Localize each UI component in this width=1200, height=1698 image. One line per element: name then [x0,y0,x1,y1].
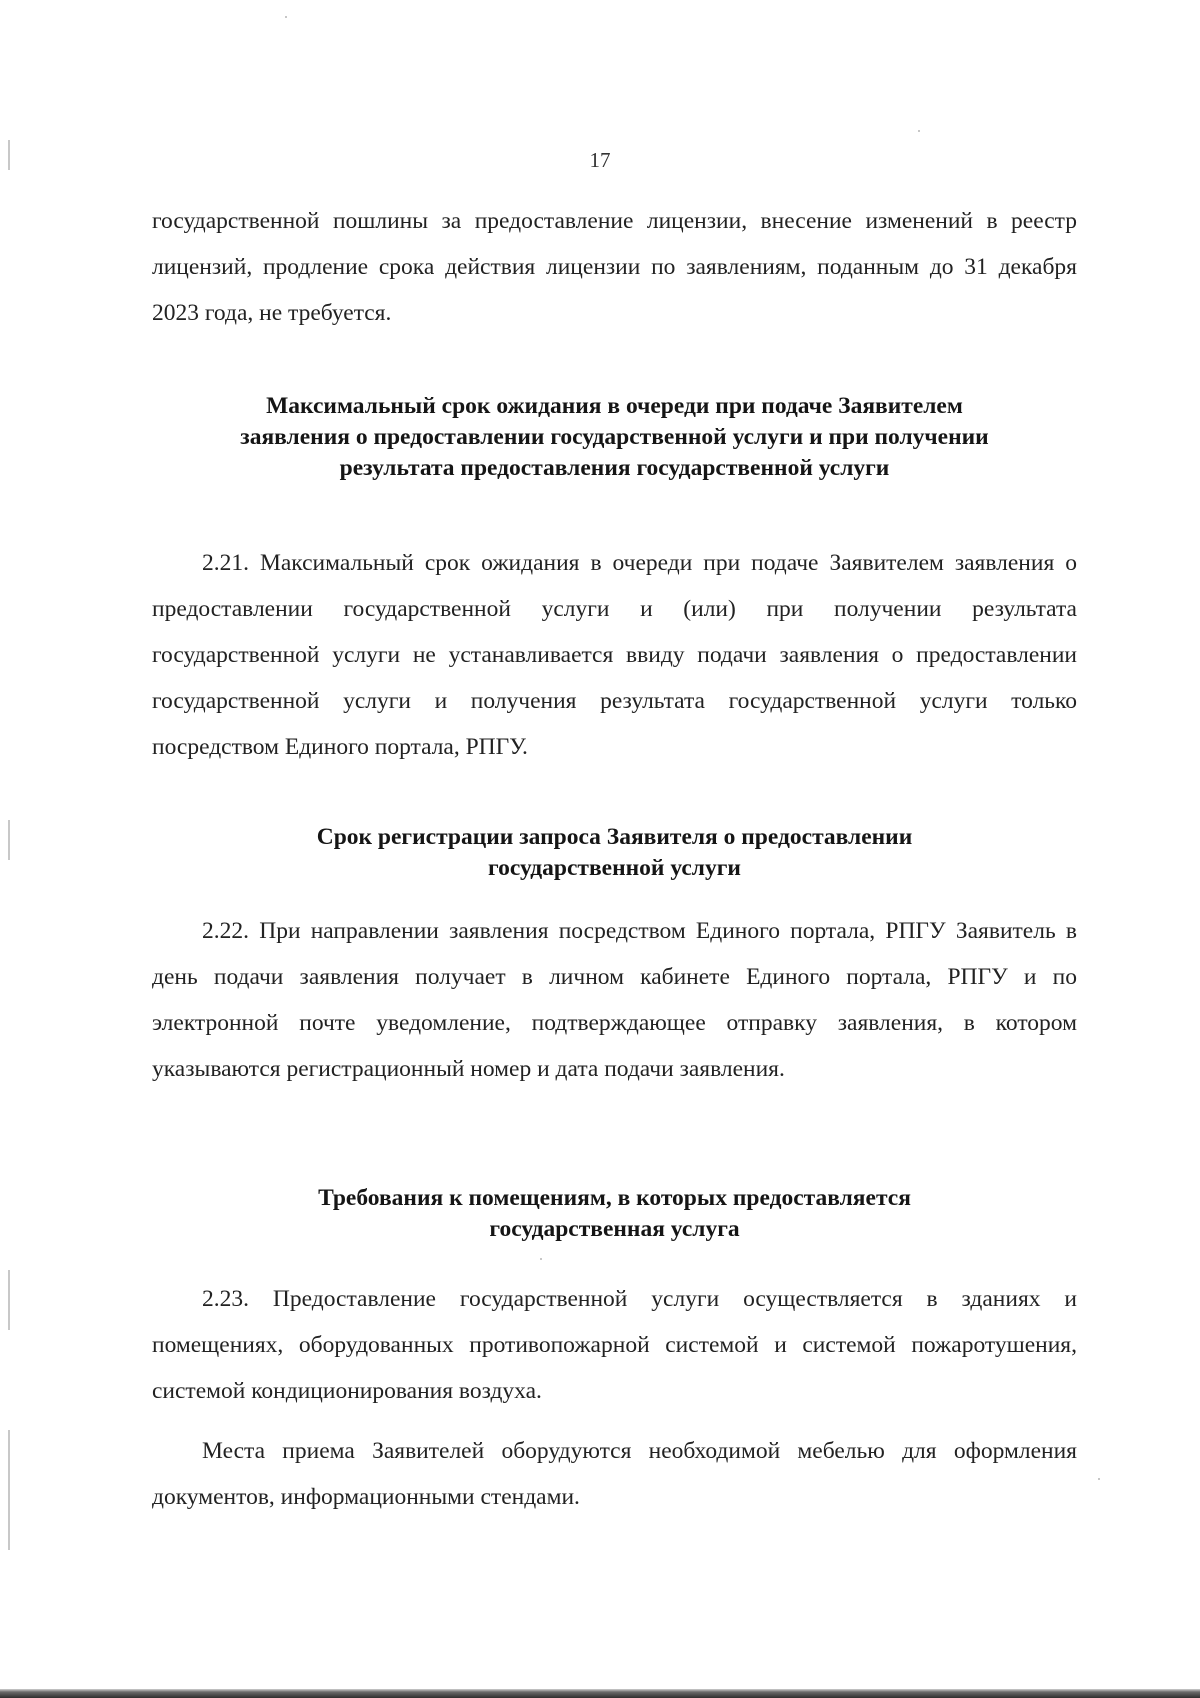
scan-speck [285,16,287,18]
paragraph-2-22: 2.22. При направлении заявления посредством Единого портала, РПГУ Заявитель в день подачи заявления получает в личном кабинете Единого портала, РПГУ и по электронной почте уведомление, подтверждающее отправку заявления, в котором указываются регистрационный номер и дата подачи заявления. [152,918,1077,1082]
paragraph-2-21: 2.21. Максимальный срок ожидания в очереди при подаче Заявителем заявления о предоставлении государственной услуги и (или) при получении результата государственной услуги не устанавливается ввиду подачи заявления о предоставлении государственной услуги и получения результата государственной услуги только посредством Единого портала, РПГУ. [152,550,1077,760]
scan-edge-mark [8,820,10,860]
heading-line: результата предоставления государственной услуги [339,455,890,481]
section-heading-queue-time [152,391,1077,484]
heading-line: Максимальный срок ожидания в очереди при подаче Заявителем [266,393,963,419]
section-heading-premises-requirements [152,1183,1077,1245]
page-number: 17 [589,148,611,172]
intro-paragraph: государственной пошлины за предоставление лицензии, внесение изменений в реестр лицензий, продление срока действия лицензии по заявлениям, поданным до 31 декабря 2023 года, не требуется. [152,208,1077,326]
paragraph-2-23: 2.23. Предоставление государственной услуги осуществляется в зданиях и помещениях, оборудованных противопожарной системой и системой пожаротушения, системой кондиционирования воздуха. [152,1286,1077,1404]
scan-speck [1098,1478,1100,1480]
heading-line: Требования к помещениям, в которых предоставляется [318,1185,911,1211]
scan-edge-mark [8,1430,10,1550]
section-heading-registration-term [152,822,1077,884]
scan-edge-left [0,0,14,1698]
scan-bottom-edge [0,1689,1200,1698]
heading-line: Срок регистрации запроса Заявителя о предоставлении [316,824,913,850]
scan-edge-mark [8,1270,10,1330]
scan-speck [918,130,920,132]
heading-line: государственной услуги [488,855,741,881]
heading-line: заявления о предоставлении государственной услуги и при получении [240,424,989,450]
scan-speck [540,1258,542,1260]
heading-line: государственная услуга [489,1216,740,1242]
paragraph-reception-places: Места приема Заявителей оборудуются необходимой мебелью для оформления документов, информационными стендами. [152,1438,1077,1510]
